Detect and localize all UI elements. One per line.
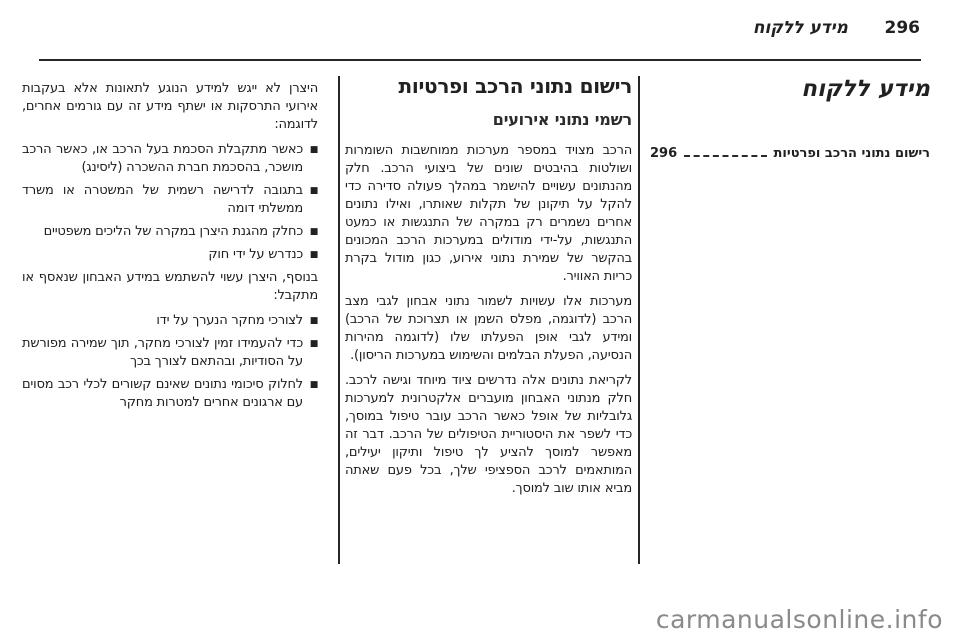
list-item: [22, 182, 318, 218]
bullet-square-icon: ■: [309, 250, 318, 260]
continuation-intro-2: בנוסף, היצרן עשוי להשתמש במידע האבחון שנאסף או מתקבל:: [22, 270, 318, 303]
list-item-text: לחלוק סיכומי נתונים שאינם קשורים לכלי רכב מסוים עם ארגונים אחרים למטרות מחקר: [22, 377, 303, 410]
bullet-square-icon: ■: [309, 339, 318, 349]
toc-dot-leader: [684, 155, 766, 157]
section-heading: רישום נתוני הרכב ופרטיות: [398, 74, 632, 98]
toc-entry-page[interactable]: 296: [650, 146, 678, 161]
list-item-text: כדי להעמידו זמין לצורכי מחקר, תוך שמירה מפורשת על הסודיות, ובהתאם לצורך בכך: [22, 336, 303, 369]
list-item: [22, 335, 318, 371]
article-column: [345, 74, 632, 505]
watermark-text: carmanualsonline.info: [655, 605, 943, 634]
toc-entry[interactable]: [650, 146, 930, 161]
bullet-square-icon: ■: [309, 380, 318, 390]
list-item: [22, 312, 318, 330]
bullet-square-icon: ■: [309, 227, 318, 237]
toc-entry-label[interactable]: רישום נתוני הרכב ופרטיות: [773, 146, 930, 161]
chapter-title: מידע ללקוח: [801, 76, 930, 102]
list-item-text: כחלק מהגנת היצרן במקרה של הליכים משפטיים: [43, 224, 303, 239]
continuation-intro: היצרן לא ייגש למידע הנוגע לתאונות אלא בעקבות אירועי התרסקות או ישתף מידע זה עם גורמים אחרים, לדוגמה:: [22, 81, 318, 132]
list-item: [22, 223, 318, 241]
bullet-square-icon: ■: [309, 186, 318, 196]
header-rule: [39, 59, 921, 61]
list-item: [22, 141, 318, 177]
article-paragraph: מערכות אלו עשויות לשמור נתוני אבחון לגבי מצב הרכב (לדוגמה, מפלס השמן או תצרוכת של הרכב) ומידע לגבי אופן הפעלתו שלו (לדוגמה מהירות הנסיעה, הפעלת הבלמים והשימוש במערכות הריסון).: [345, 294, 632, 363]
article-paragraph: לקריאת נתונים אלה נדרשים ציוד מיוחד וגישה לרכב. חלק מנתוני האבחון מועברים אלקטרונית למערכות גלובליות של אופל כאשר הרכב עובר טיפול במוסך, כדי לשפר את היסטוריית הטיפולים של הרכב. דבר זה מאפשר למוסך להציע לך טיפול ותיקון יעילים, המותאמים לרכב הספציפי שלך, בכל פעם שאתה מביא אותו שוב למוסך.: [345, 373, 632, 496]
column-divider: [638, 76, 640, 564]
list-item: [22, 246, 318, 264]
list-item-text: בתגובה לדרישה רשמית של המשטרה או משרד ממשלתי דומה: [22, 183, 303, 216]
article-paragraph: הרכב מצויד במספר מערכות ממוחשבות השומרות ושולטות בהיבטים שונים של ביצועי הרכב. חלק מהנתונים עשויים להישמר במהלך פעולה סדירה כדי להקל על תיקונן של תקלות שאותרו, ואילו נתונים אחרים נשמרים רק במקרה של התנגשות או כמעט התנגשות, על-ידי מודולים במערכות הרכב המכונים בהקשר של שמירת נתוני אירוע, כגון מודול בקרת כריות האוויר.: [345, 143, 632, 284]
list-item-text: כנדרש על ידי חוק: [208, 247, 303, 262]
continuation-column: [22, 80, 318, 417]
column-divider: [338, 76, 340, 564]
section-subheading: רשמי נתוני אירועים: [492, 110, 632, 129]
header-chapter-title: מידע ללקוח: [752, 18, 848, 38]
list-item-text: לצורכי מחקר הנערך על ידו: [156, 313, 303, 328]
header-page-number: 296: [884, 18, 920, 38]
toc-column: [650, 74, 930, 161]
list-item-text: כאשר מתקבלת הסכמת בעל הרכב או, כאשר הרכב מושכר, בהסכמת חברת ההשכרה (ליסינג): [22, 142, 303, 175]
bullet-square-icon: ■: [309, 145, 318, 155]
list-item: [22, 376, 318, 412]
bullet-square-icon: ■: [309, 316, 318, 326]
